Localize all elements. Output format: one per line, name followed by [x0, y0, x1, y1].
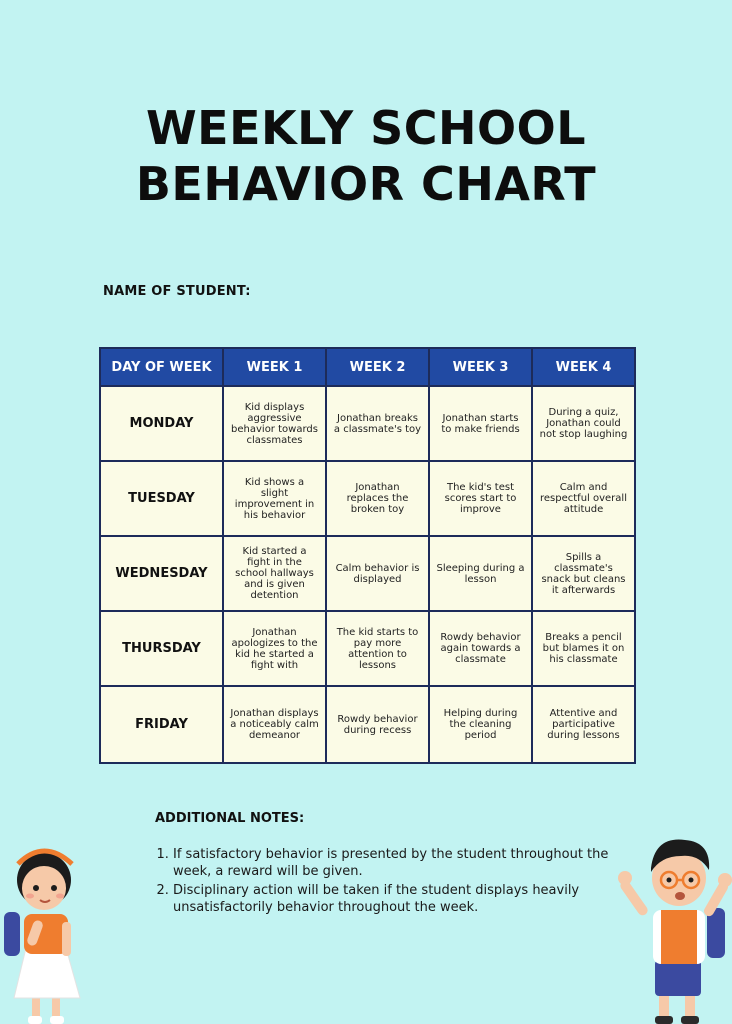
table-row-friday: [100, 686, 635, 763]
table-row-monday: [100, 386, 635, 461]
table-cell: The kid's test scores start to improve: [429, 461, 532, 536]
table-cell: Jonathan apologizes to the kid he started a fight with: [223, 611, 326, 686]
table-cell: Calm and respectful overall attitude: [532, 461, 635, 536]
title-line-1: WEEKLY SCHOOL: [145, 101, 587, 155]
table-cell: Attentive and participative during lessons: [532, 686, 635, 763]
notes-list: [155, 846, 613, 918]
notes-heading: ADDITIONAL NOTES:: [155, 811, 305, 826]
day-cell: TUESDAY: [100, 461, 223, 536]
page-title: [0, 100, 732, 212]
header-week-2: WEEK 2: [326, 348, 429, 386]
day-cell: THURSDAY: [100, 611, 223, 686]
table-cell: Spills a classmate's snack but cleans it afterwards: [532, 536, 635, 611]
table-cell: Jonathan breaks a classmate's toy: [326, 386, 429, 461]
table-cell: Kid shows a slight improvement in his behavior: [223, 461, 326, 536]
note-item: 2. Disciplinary action will be taken if the student displays heavily unsatisfactorily behavior throughout the week.: [173, 882, 613, 916]
table-cell: Jonathan starts to make friends: [429, 386, 532, 461]
header-week-4: WEEK 4: [532, 348, 635, 386]
day-cell: MONDAY: [100, 386, 223, 461]
table-cell: Jonathan replaces the broken toy: [326, 461, 429, 536]
student-name-label: NAME OF STUDENT:: [103, 284, 251, 299]
note-item: 1. If satisfactory behavior is presented by the student throughout the week, a reward will be given.: [173, 846, 613, 880]
table-cell: Kid started a fight in the school hallways and is given detention: [223, 536, 326, 611]
table-cell: Sleeping during a lesson: [429, 536, 532, 611]
table-cell: Helping during the cleaning period: [429, 686, 532, 763]
day-cell: WEDNESDAY: [100, 536, 223, 611]
header-week-1: WEEK 1: [223, 348, 326, 386]
girl-student-illustration: [0, 830, 95, 1024]
header-day: DAY OF WEEK: [100, 348, 223, 386]
behavior-table: [99, 347, 636, 764]
boy-student-illustration: [615, 828, 732, 1024]
day-cell: FRIDAY: [100, 686, 223, 763]
table-cell: Calm behavior is displayed: [326, 536, 429, 611]
table-cell: Rowdy behavior during recess: [326, 686, 429, 763]
header-week-3: WEEK 3: [429, 348, 532, 386]
table-header-row: [100, 348, 635, 386]
table-cell: Kid displays aggressive behavior towards classmates: [223, 386, 326, 461]
table-cell: Breaks a pencil but blames it on his classmate: [532, 611, 635, 686]
table-row-thursday: [100, 611, 635, 686]
title-line-2: BEHAVIOR CHART: [135, 157, 597, 211]
table-cell: Jonathan displays a noticeably calm demeanor: [223, 686, 326, 763]
table-cell: Rowdy behavior again towards a classmate: [429, 611, 532, 686]
table-row-wednesday: [100, 536, 635, 611]
table-cell: The kid starts to pay more attention to lessons: [326, 611, 429, 686]
table-cell: During a quiz, Jonathan could not stop laughing: [532, 386, 635, 461]
table-row-tuesday: [100, 461, 635, 536]
